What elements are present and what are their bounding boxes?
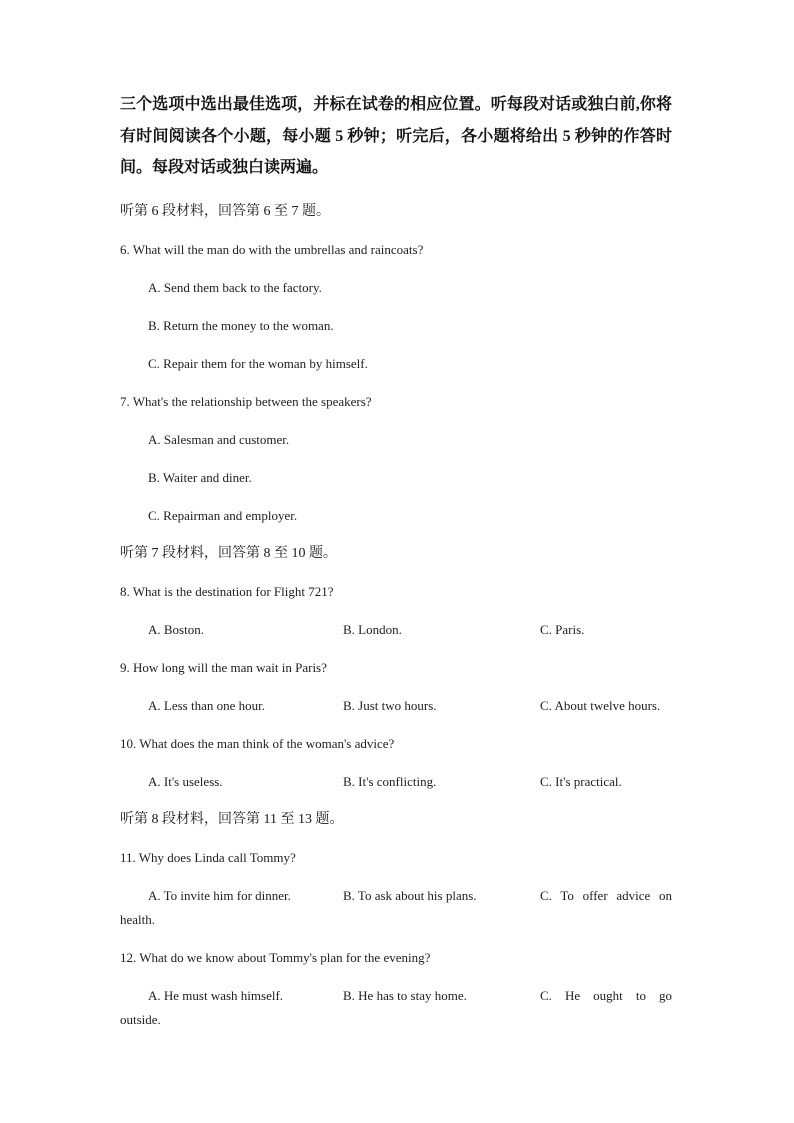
- answer-option-c: C. It's practical.: [540, 774, 622, 789]
- answer-option-c: C. About twelve hours.: [540, 698, 661, 713]
- answer-option-c: C. Repairman and employer.: [148, 508, 298, 523]
- answer-options-row: [120, 884, 672, 932]
- answer-option-a: A. Boston.: [148, 622, 204, 637]
- section-heading: 听第 6 段材料，回答第 6 至 7 题。: [120, 204, 330, 219]
- answer-options-row: [120, 618, 672, 642]
- section-heading: 听第 8 段材料，回答第 11 至 13 题。: [120, 812, 344, 827]
- question-stem: 12. What do we know about Tommy's plan for the evening?: [120, 950, 431, 965]
- answer-option-b: B. He has to stay home.: [343, 988, 467, 1003]
- answer-options-row: [120, 984, 672, 1032]
- answer-option-a: A. Salesman and customer.: [148, 432, 290, 447]
- answer-option-b: B. Waiter and diner.: [148, 470, 252, 485]
- answer-option-b: B. To ask about his plans.: [343, 888, 477, 903]
- answer-option-b: B. It's conflicting.: [343, 774, 437, 789]
- answer-option-b: B. London.: [343, 622, 402, 637]
- question-stem: 7. What's the relationship between the speakers?: [120, 394, 372, 409]
- instructions-paragraph: 三个选项中选出最佳选项，并标在试卷的相应位置。听每段对话或独白前,你将有时间阅读各个小题，每小题 5 秒钟；听完后，各小题将给出 5 秒钟的作答时间。每段对话或独白读两遍。: [120, 96, 672, 176]
- answer-option-a: A. It's useless.: [148, 774, 223, 789]
- answer-option-b: B. Return the money to the woman.: [148, 318, 334, 333]
- answer-option-a: A. Less than one hour.: [148, 698, 265, 713]
- question-stem: 8. What is the destination for Flight 721?: [120, 584, 334, 599]
- answer-option-a: A. To invite him for dinner.: [148, 888, 291, 903]
- answer-option-c: C. He ought to go outside.: [120, 988, 672, 1027]
- question-stem: 10. What does the man think of the woman's advice?: [120, 736, 395, 751]
- answer-options-row: [120, 770, 672, 794]
- section-heading: 听第 7 段材料，回答第 8 至 10 题。: [120, 546, 337, 561]
- answer-option-c: C. To offer advice on health.: [120, 888, 672, 927]
- question-stem: 6. What will the man do with the umbrellas and raincoats?: [120, 242, 424, 257]
- page-content: [120, 89, 672, 1046]
- answer-option-a: A. He must wash himself.: [148, 988, 284, 1003]
- question-stem: 9. How long will the man wait in Paris?: [120, 660, 327, 675]
- answer-option-a: A. Send them back to the factory.: [148, 280, 322, 295]
- answer-option-c: C. Paris.: [540, 622, 585, 637]
- answer-options-row: [120, 694, 672, 718]
- answer-option-c: C. Repair them for the woman by himself.: [148, 356, 368, 371]
- answer-option-b: B. Just two hours.: [343, 698, 437, 713]
- question-stem: 11. Why does Linda call Tommy?: [120, 850, 296, 865]
